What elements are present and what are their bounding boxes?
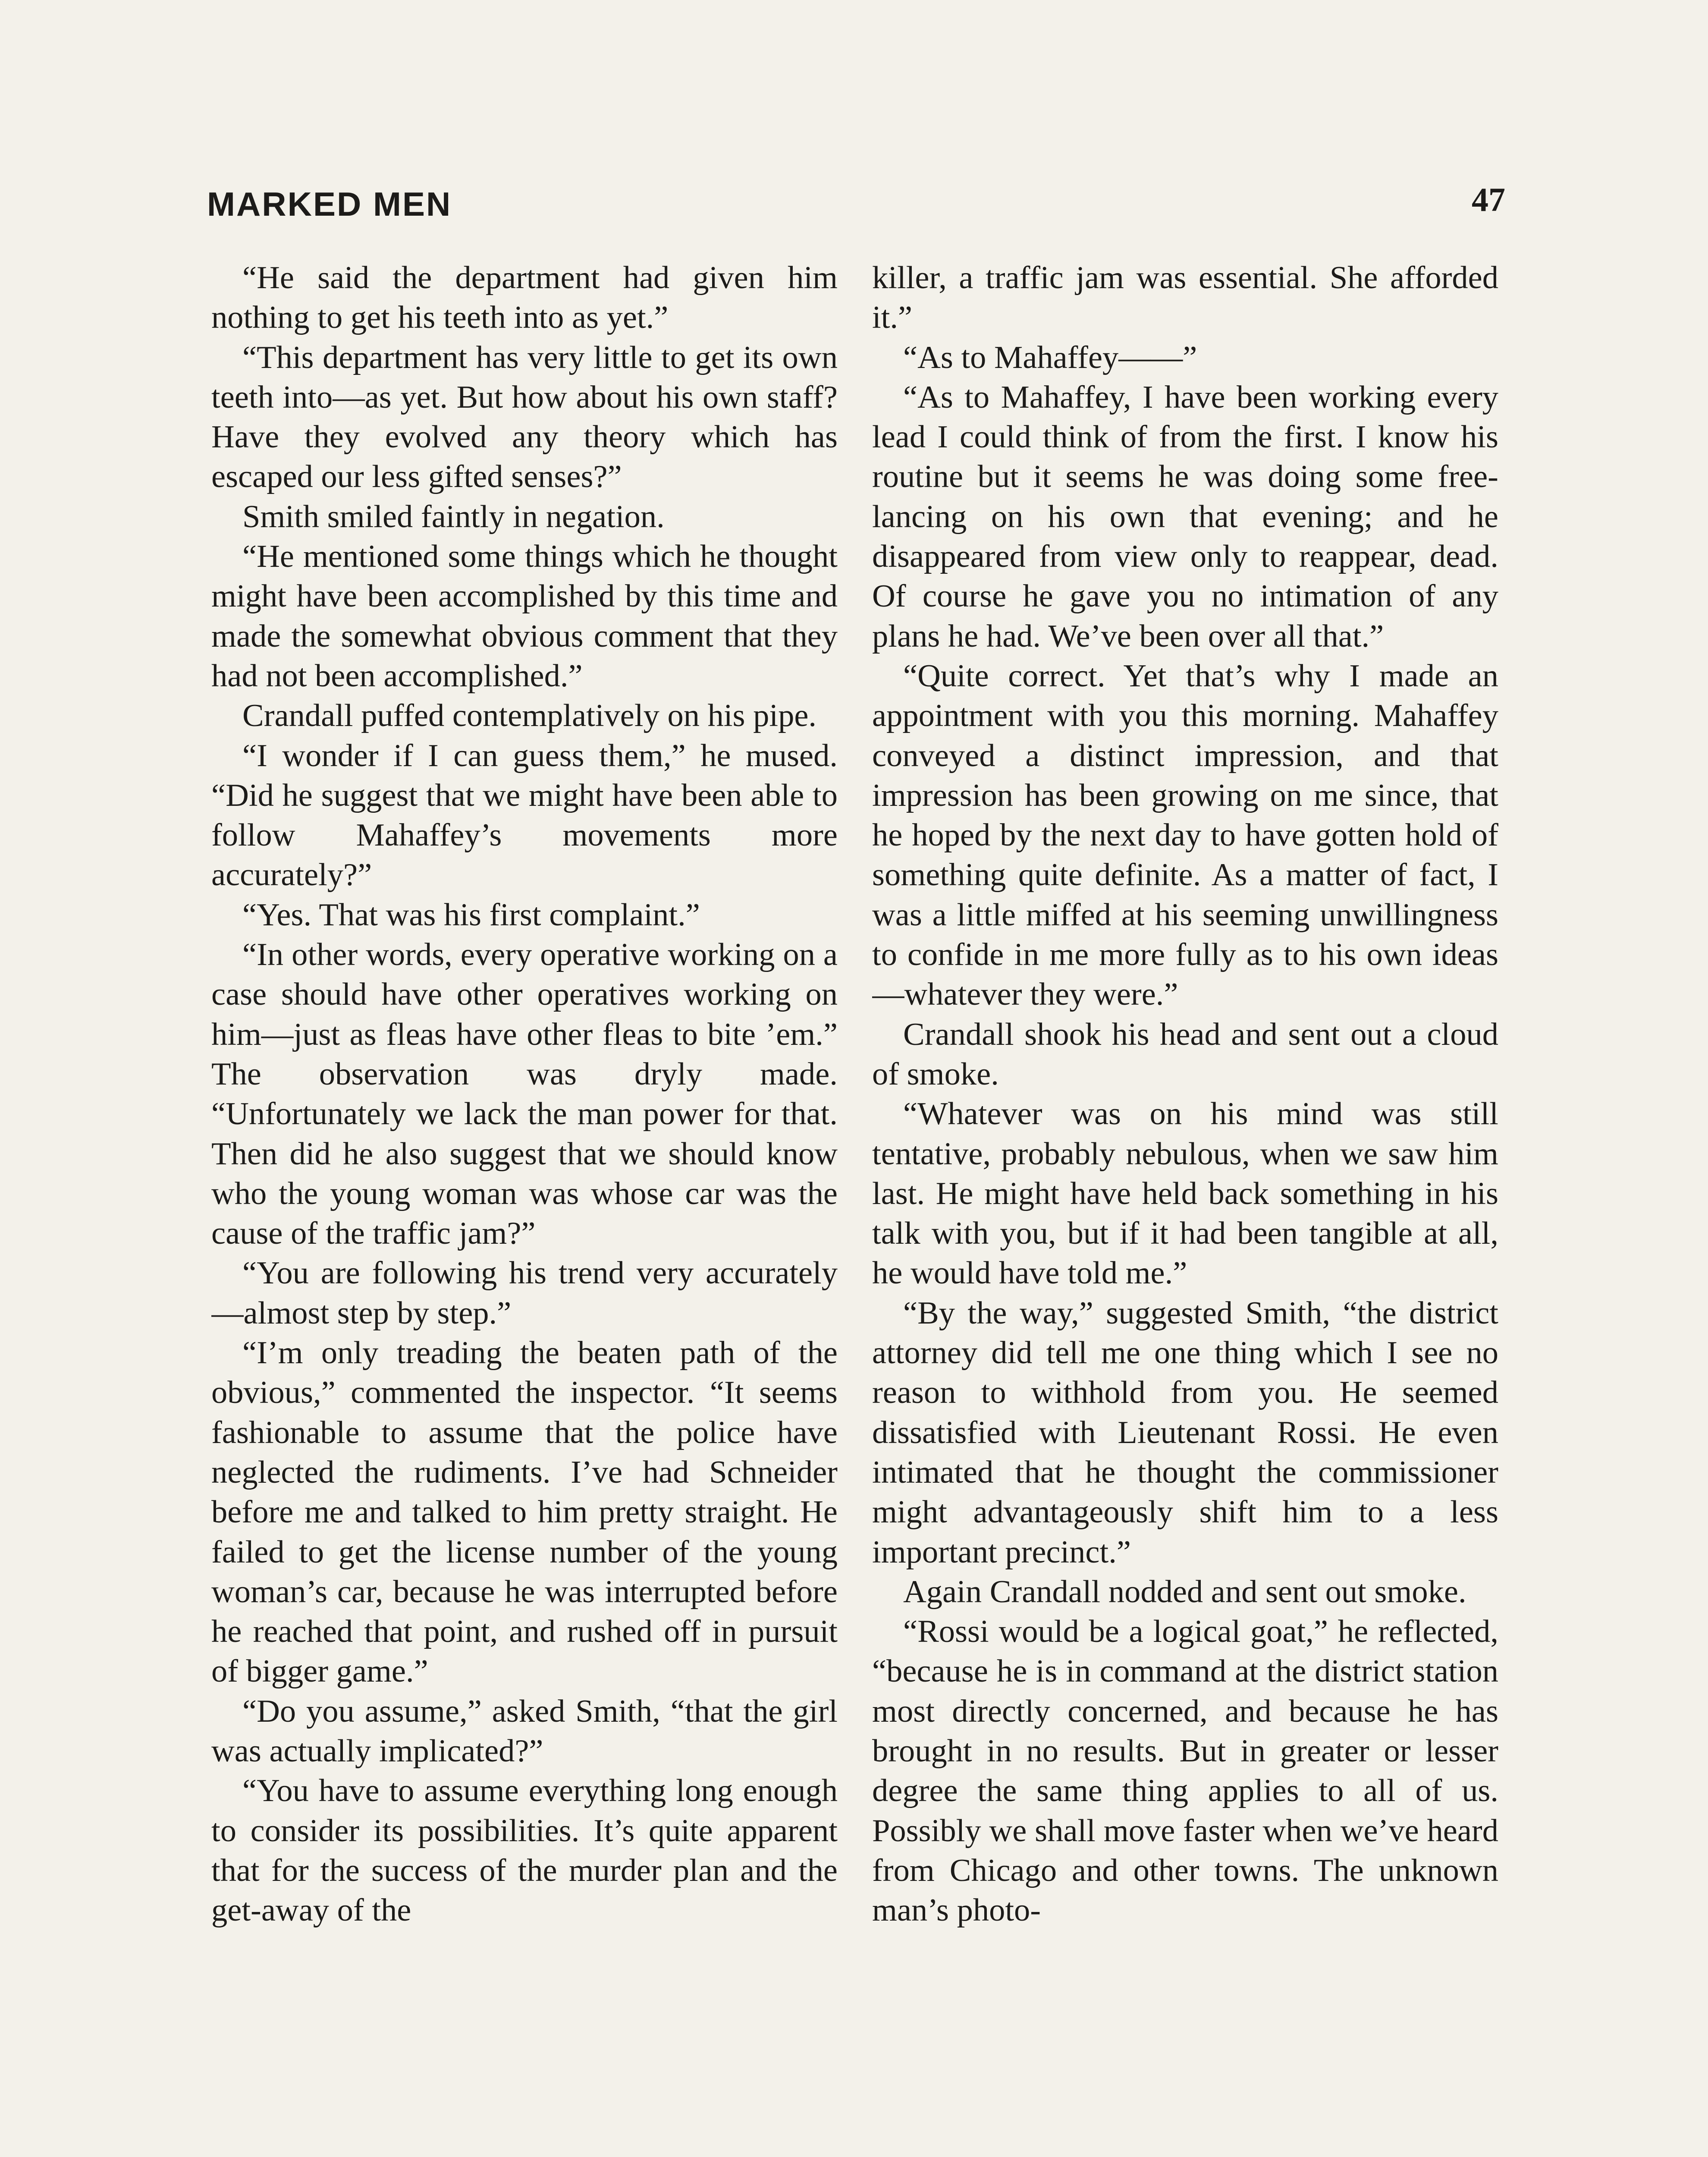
running-head: MARKED MEN — [207, 185, 452, 223]
paragraph: Smith smiled faintly in negation. — [242, 499, 665, 535]
paragraph: “You are following his trend very accurately—almost step by step.” — [211, 1255, 838, 1331]
paragraph: “He said the department had given him nothing to get his teeth into as yet.” — [211, 260, 838, 336]
paragraph: “Rossi would be a logical goat,” he reflected, “because he is in command at the district station most directly concerned, and because he has brought in no results. But in greater or lesser degree the same thing applies to all of us. Possibly we shall move faster when we’ve heard from Chicago and other towns. The unknown man’s photo- — [872, 1614, 1498, 1928]
paragraph: “He mentioned some things which he thought might have been accomplished by this time and made the somewhat obvious comment that they had not been accomplished.” — [211, 539, 838, 694]
paragraph: “As to Mahaffey, I have been working every lead I could think of from the first. I know his routine but it seems he was doing some free-lancing on his own that evening; and he disappeared from view only to reappear, dead. Of course he gave you no intimation of any plans he had. We’ve been over all that.” — [872, 379, 1498, 654]
paragraph: Again Crandall nodded and sent out smoke. — [903, 1574, 1466, 1610]
paragraph: “Quite correct. Yet that’s why I made an appointment with you this morning. Mahaffey conveyed a distinct impression, and that impression has been growing on me since, that he hoped by the next day to have gotten hold of something quite definite. As a matter of fact, I was a little miffed at his seeming unwillingness to confide in me more fully as to his own ideas—whatever they were.” — [872, 658, 1498, 1012]
page-number: 47 — [1472, 181, 1505, 218]
paragraph: “Yes. That was his first complaint.” — [242, 897, 700, 933]
right-column — [872, 258, 1498, 2157]
left-column — [211, 258, 838, 2157]
paragraph: “In other words, every operative working on a case should have other operatives working on him—just as fleas have other fleas to bite ’em.” The observation was dryly made. “Unfortunately we lack the man power for that. Then did he also suggest that we should know who the young woman was whose car was the cause of the traffic jam?” — [211, 937, 838, 1251]
paragraph: Crandall puffed contemplatively on his pipe. — [242, 698, 817, 734]
paragraph: “You have to assume everything long enough to consider its possibilities. It’s quite apparent that for the success of the murder plan and the get-away of the — [211, 1773, 838, 1928]
paragraph-continuation: killer, a traffic jam was essential. She afforded it.” — [872, 260, 1498, 336]
paragraph: “As to Mahaffey——” — [903, 340, 1197, 375]
paragraph: “Whatever was on his mind was still tentative, probably nebulous, when we saw him last. He might have held back something in his talk with you, but if it had been tangible at all, he would have told me.” — [872, 1096, 1498, 1291]
paragraph: “This department has very little to get its own teeth into—as yet. But how about his own staff? Have they evolved any theory which has escaped our less gifted senses?” — [211, 340, 838, 495]
paragraph: Crandall shook his head and sent out a cloud of smoke. — [872, 1016, 1498, 1092]
paragraph: “I’m only treading the beaten path of the obvious,” commented the inspector. “It seems fashionable to assume that the police have neglected the rudiments. I’ve had Schneider before me and talked to him pretty straight. He failed to get the license number of the young woman’s car, because he was interrupted before he reached that point, and rushed off in pursuit of bigger game.” — [211, 1335, 838, 1689]
paragraph: “Do you assume,” asked Smith, “that the girl was actually implicated?” — [211, 1693, 838, 1769]
page-header — [207, 180, 1505, 228]
paragraph: “I wonder if I can guess them,” he mused. “Did he suggest that we might have been able to follow Mahaffey’s movements more accurately?” — [211, 738, 838, 893]
paragraph: “By the way,” suggested Smith, “the district attorney did tell me one thing which I see no reason to withhold from you. He seemed dissatisfied with Lieutenant Rossi. He even intimated that he thought the commissioner might advantageously shift him to a less important precinct.” — [872, 1295, 1498, 1570]
